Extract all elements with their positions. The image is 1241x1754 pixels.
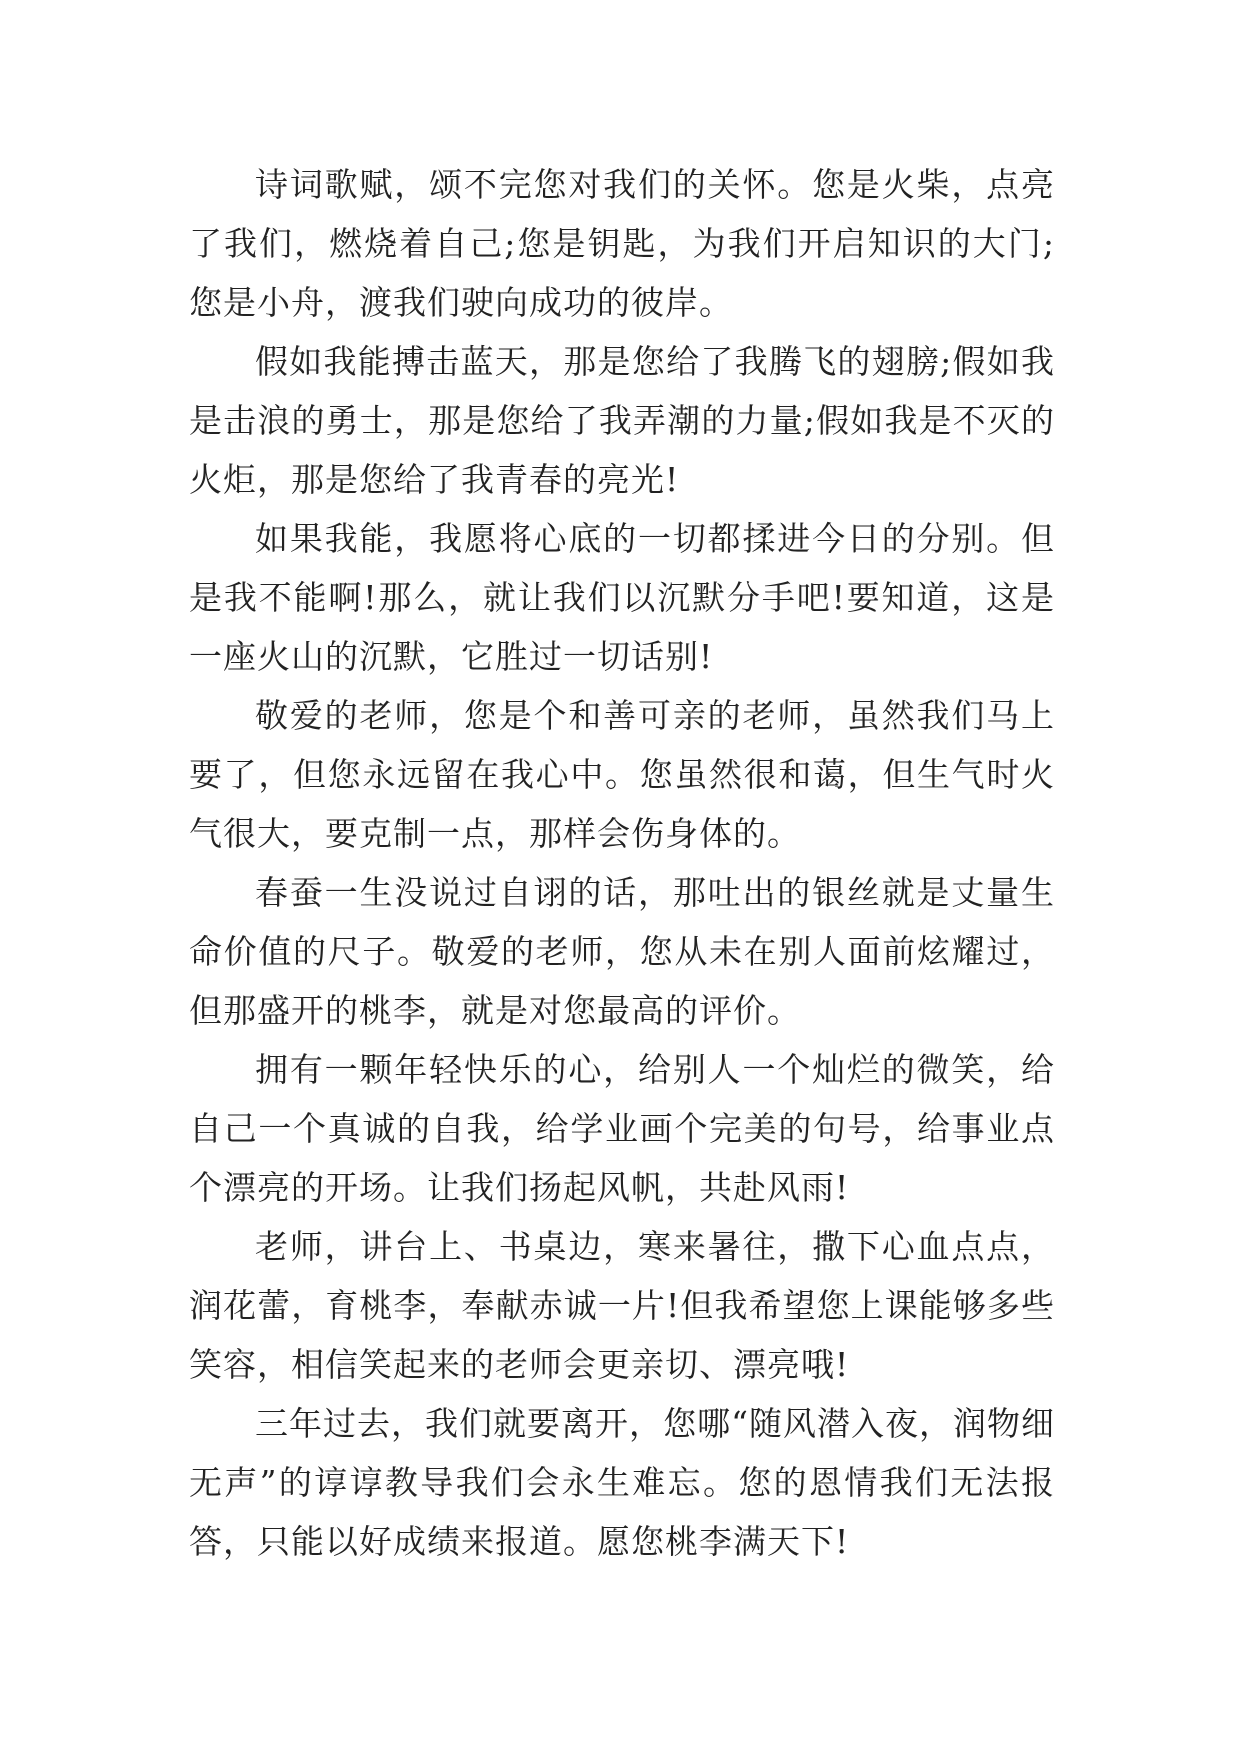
paragraph-3: 如果我能，我愿将心底的一切都揉进今日的分别。但是我不能啊!那么，就让我们以沉默分手吧!要知道，这是一座火山的沉默，它胜过一切话别!: [189, 519, 1055, 676]
document-body: [189, 155, 1055, 1571]
paragraph-2: 假如我能搏击蓝天，那是您给了我腾飞的翅膀;假如我是击浪的勇士，那是您给了我弄潮的力量;假如我是不灭的火炬，那是您给了我青春的亮光!: [189, 342, 1055, 499]
paragraph-5: 春蚕一生没说过自诩的话，那吐出的银丝就是丈量生命价值的尺子。敬爱的老师，您从未在别人面前炫耀过，但那盛开的桃李，就是对您最高的评价。: [189, 873, 1055, 1030]
paragraph-6: 拥有一颗年轻快乐的心，给别人一个灿烂的微笑，给自己一个真诚的自我，给学业画个完美的句号，给事业点个漂亮的开场。让我们扬起风帆，共赴风雨!: [189, 1050, 1055, 1207]
paragraph-7: 老师，讲台上、书桌边，寒来暑往，撒下心血点点，润花蕾，育桃李，奉献赤诚一片!但我希望您上课能够多些笑容，相信笑起来的老师会更亲切、漂亮哦!: [189, 1227, 1055, 1384]
paragraph-1: 诗词歌赋，颂不完您对我们的关怀。您是火柴，点亮了我们，燃烧着自己;您是钥匙，为我们开启知识的大门;您是小舟，渡我们驶向成功的彼岸。: [189, 165, 1055, 322]
paragraph-8: 三年过去，我们就要离开，您哪“随风潜入夜，润物细无声”的谆谆教导我们会永生难忘。您的恩情我们无法报答，只能以好成绩来报道。愿您桃李满天下!: [189, 1404, 1055, 1561]
paragraph-4: 敬爱的老师，您是个和善可亲的老师，虽然我们马上要了，但您永远留在我心中。您虽然很和蔼，但生气时火气很大，要克制一点，那样会伤身体的。: [189, 696, 1055, 853]
